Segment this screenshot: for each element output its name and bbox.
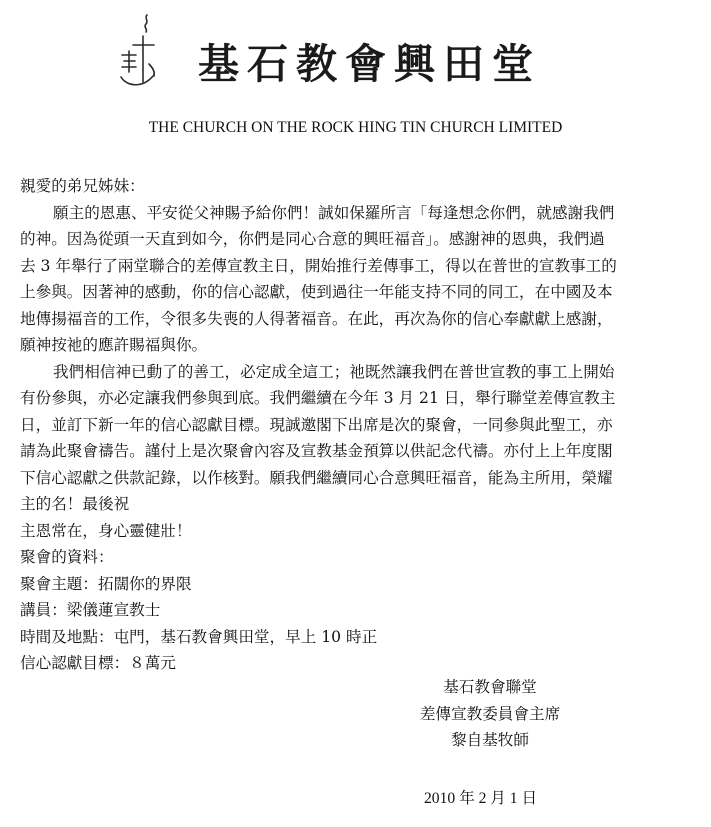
speaker: 講員：梁儀蓮宣教士 — [20, 601, 161, 619]
signature-name: 黎自基牧師 — [451, 731, 529, 749]
church-logo — [109, 12, 167, 90]
paragraph-2-line: 主的名！最後祝 — [20, 495, 130, 513]
paragraph-2-line: 下信心認獻之供款記錄，以作核對。願我們繼續同心合意興旺福音，能為主所用，榮耀 — [20, 468, 613, 487]
paragraph-1-line: 願神按祂的應許賜福與你。 — [20, 336, 208, 354]
paragraph-2-line: 請為此聚會禱告。謹付上是次聚會內容及宣教基金預算以供記念代禱。亦付上上年度閣 — [20, 442, 613, 460]
pledge-target: 信心認獻目標：８萬元 — [20, 654, 176, 672]
paragraph-2-line: 我們相信神已動了的善工，必定成全這工；祂既然讓我們在普世宣教的事工上開始 — [53, 362, 615, 381]
paragraph-1-line: 的神。因為從頭一天直到如今，你們是同心合意的興旺福音」。感謝神的恩典，我們過 — [20, 230, 605, 248]
letter-body — [20, 173, 690, 677]
signature-org: 基石教會聯堂 — [443, 678, 537, 696]
signature-title: 差傳宣教委員會主席 — [419, 704, 561, 723]
paragraph-2-line: 日，並訂下新一年的信心認獻目標。現誠邀閣下出席是次的聚會，一同參與此聖工，亦 — [20, 415, 613, 434]
meeting-info-title: 聚會的資料： — [20, 548, 114, 566]
salutation: 親愛的弟兄姊妹： — [20, 177, 145, 195]
meeting-theme: 聚會主題：拓闊你的界限 — [20, 574, 192, 593]
signature-block — [380, 674, 600, 754]
paragraph-1-line: 去 3 年舉行了兩堂聯合的差傳宣教主日，開始推行差傳事工，得以在普世的宣教事工的 — [20, 256, 617, 275]
letter-date: 2010 年 2 月 1 日 — [424, 790, 538, 807]
church-name-chinese: 基石教會興田堂 — [198, 40, 541, 88]
paragraph-2-line: 有份參與，亦必定讓我們參與到底。我們繼續在今年 3 月 21 日，舉行聯堂差傳宣教主 — [20, 389, 616, 407]
paragraph-1-line: 願主的恩惠、平安從父神賜予給你們！誠如保羅所言「每逢想念你們，就感謝我們 — [53, 203, 615, 222]
time-and-place: 時間及地點：屯門，基石教會興田堂，早上 10 時正 — [20, 627, 378, 646]
paragraph-1-line: 地傳揚福音的工作，令很多失喪的人得著福音。在此，再次為你的信心奉獻獻上感謝， — [20, 309, 613, 328]
blessing: 主恩常在，身心靈健壯！ — [20, 521, 192, 540]
church-name-english: THE CHURCH ON THE ROCK HING TIN CHURCH LIMITED — [148, 119, 563, 136]
paragraph-1-line: 上參與。因著神的感動，你的信心認獻，使到過往一年能支持不同的同工，在中國及本 — [20, 283, 613, 301]
